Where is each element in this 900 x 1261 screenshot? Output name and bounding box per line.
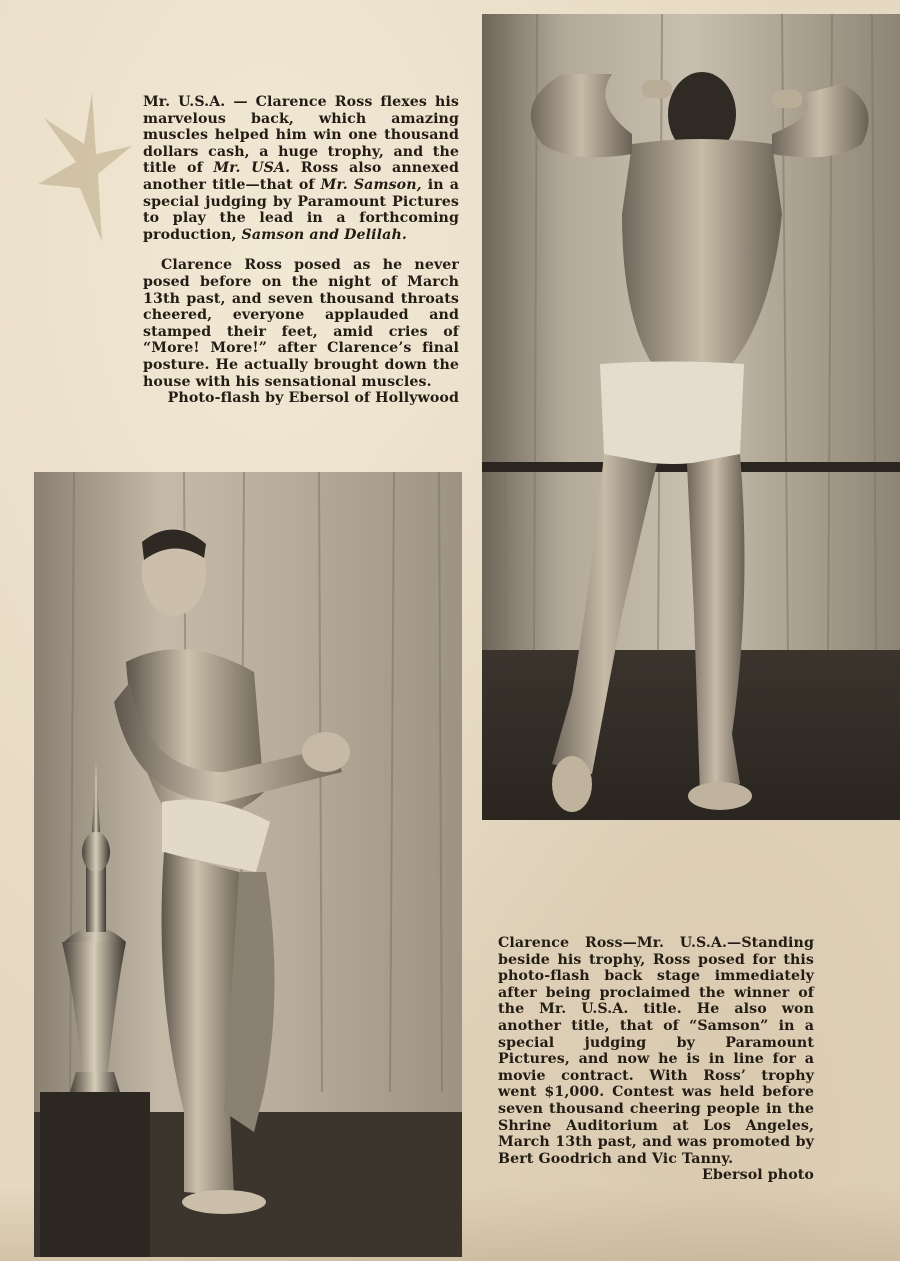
production-title: Samson and Delilah. (241, 226, 407, 243)
caption-text: — Clarence Ross flexes his marvelous back, which amazing muscles helped him win one thousand dollars cash, a huge trophy, and the title of (143, 94, 460, 177)
star-icon (36, 92, 132, 242)
photo-credit-bottom: Ebersol photo (701, 1167, 814, 1184)
photo-back-pose (482, 14, 900, 820)
title-mr-samson: Mr. Samson, (320, 176, 422, 193)
caption-text: in a special judging by Paramount Pictures to play the lead in a forthcoming production, (143, 176, 459, 243)
caption-top-paragraph-1 (143, 94, 459, 243)
caption-lead: Mr. U.S.A. (143, 94, 226, 110)
caption-bottom-text: Clarence Ross—Mr. U.S.A.—Standing beside his trophy, Ross posed for this photo-flash back stage immediately after being proclaimed the winner of the Mr. U.S.A. title. He also won another title, that of “Samson” in a special judging by Paramount Pictures, and now he is in line for a movie contract. With Ross’ trophy went $1,000. Contest was held before seven thousand cheering people in the Shrine Auditorium at Los Angeles, March 13th past, and was promoted by Bert Goodrich and Vic Tanny. (498, 935, 814, 1167)
photo-credit-top: Photo-flash by Ebersol of Hollywood (167, 390, 459, 407)
photo-front-pose-with-trophy (34, 472, 462, 1257)
caption-bottom (498, 935, 814, 1184)
caption-top (143, 94, 459, 407)
title-mr-usa: Mr. USA. (213, 160, 291, 177)
caption-top-paragraph-2: Clarence Ross posed as he never posed before on the night of March 13th past, and seven thousand throats cheered, everyone applauded and stamped their feet, amid cries of “More! More!” after Clarence’s final posture. He actually brought down the house with his sensational muscles. (143, 257, 459, 390)
caption-text: Ross also annexed another title—that of (143, 160, 459, 193)
